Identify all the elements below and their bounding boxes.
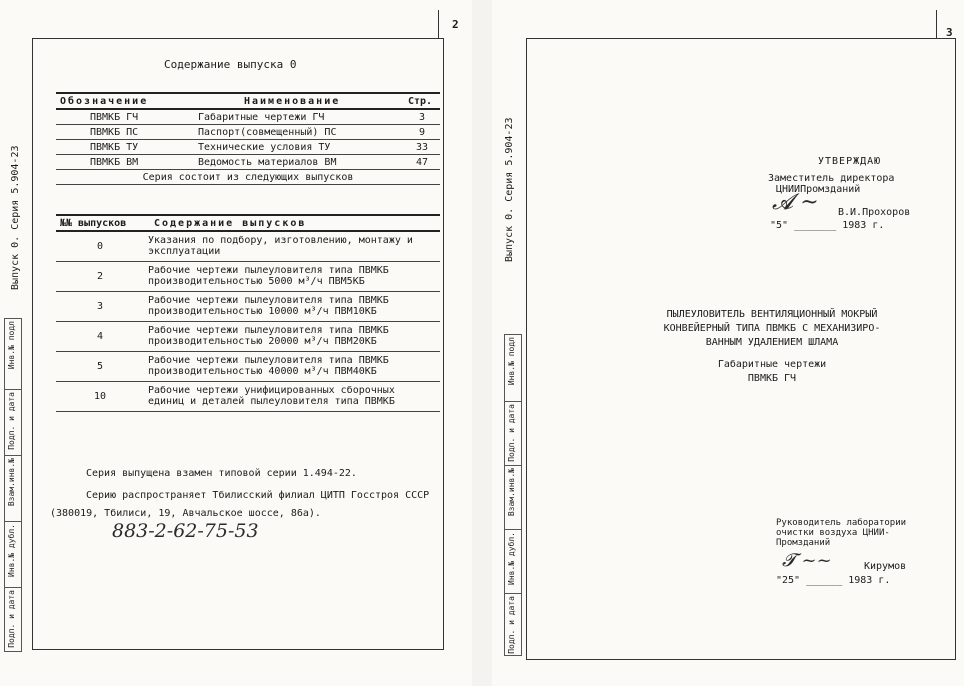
side-label: Выпуск 0. Серия 5.904-23 — [504, 117, 515, 262]
stamp-cell: Подп. и дата — [7, 392, 16, 450]
section-content: Рабочие чертежи пылеуловителя типа ПВМКБ производительностью 20000 м³/ч ПВМ20КБ — [144, 321, 440, 351]
section-number: 4 — [56, 321, 144, 351]
toc-row — [56, 140, 440, 155]
section-row — [56, 321, 440, 351]
title-line: ВАННЫМ УДАЛЕНИЕМ ШЛАМА — [705, 337, 839, 348]
toc-page: 33 — [404, 140, 440, 155]
toc-page: 47 — [404, 155, 440, 170]
stamp-box — [4, 318, 22, 652]
stamp-cell: Подп. и дата — [507, 404, 516, 462]
lab-head-position: очистки воздуха ЦНИИ- — [776, 528, 890, 538]
toc-name: Технические условия ТУ — [194, 140, 404, 155]
sections-header-number: №№ выпусков — [56, 215, 144, 231]
section-content: Указания по подбору, изготовлению, монтажу и эксплуатации — [144, 231, 440, 261]
toc-row — [56, 125, 440, 140]
lab-head-signature: 𝓣 ~~ — [782, 550, 832, 571]
stamp-cell: Инв.№ дубл. — [7, 524, 16, 577]
lab-head-date: "25" ______ 1983 г. — [776, 575, 891, 586]
series-caption: Серия состоит из следующих выпусков — [56, 170, 440, 185]
toc-name: Паспорт(совмещенный) ПС — [194, 125, 404, 140]
section-number: 10 — [56, 381, 144, 411]
toc-designation: ПВМКБ ГЧ — [56, 109, 194, 125]
toc-designation: ПВМКБ ВМ — [56, 155, 194, 170]
toc-header-page: Стр. — [404, 93, 440, 109]
side-label: Выпуск 0. Серия 5.904-23 — [10, 145, 21, 290]
note-line: Серия выпущена взамен типовой серии 1.494-22. — [86, 468, 357, 479]
lab-head-position: Руководитель лаборатории — [776, 518, 907, 528]
section-row — [56, 381, 440, 411]
approval-organization: ЦНИИПромзданий — [776, 184, 861, 195]
lab-head-position: Промзданий — [776, 538, 831, 548]
approval-signature: 𝓐 ~ — [772, 190, 819, 215]
stamp-cell: Взам.инв.№ — [507, 468, 516, 517]
page-number: 3 — [946, 26, 953, 39]
subtitle-line: Габаритные чертежи — [717, 359, 827, 370]
toc-name: Габаритные чертежи ГЧ — [194, 109, 404, 125]
toc-header-name: Наименование — [194, 93, 404, 109]
stamp-cell: Инв.№ подл — [507, 337, 516, 386]
stamp-cell: Подп. и дата — [507, 596, 516, 654]
stamp-box — [504, 334, 522, 656]
stamp-cell: Инв.№ дубл. — [507, 532, 516, 585]
toc-header-designation: Обозначение — [56, 93, 194, 109]
toc-table — [56, 92, 440, 185]
section-row — [56, 231, 440, 261]
sections-table — [56, 214, 440, 412]
note-line: (380019, Тбилиси, 19, Авчальское шоссе, 86а). — [50, 508, 321, 519]
document-title — [642, 308, 902, 386]
toc-designation: ПВМКБ ПС — [56, 125, 194, 140]
section-row — [56, 291, 440, 321]
lab-head-name: Кирумов — [864, 561, 907, 572]
section-content: Рабочие чертежи пылеуловителя типа ПВМКБ производительностью 10000 м³/ч ПВМ10КБ — [144, 291, 440, 321]
title-line: КОНВЕЙЕРНЫЙ ТИПА ПВМКБ С МЕХАНИЗИРО- — [663, 323, 881, 334]
stamp-cell: Подп. и дата — [7, 590, 16, 648]
right-page — [492, 0, 964, 686]
section-number: 5 — [56, 351, 144, 381]
section-content: Рабочие чертежи пылеуловителя типа ПВМКБ производительностью 40000 м³/ч ПВМ40КБ — [144, 351, 440, 381]
toc-row — [56, 109, 440, 125]
handwritten-number: 883-2-62-75-53 — [112, 520, 259, 542]
note-line: Серию распространяет Тбилисский филиал ЦИТП Госстроя СССР — [86, 490, 430, 501]
stamp-cell: Инв.№ подл — [7, 321, 16, 370]
toc-name: Ведомость материалов ВМ — [194, 155, 404, 170]
subtitle-line: ПВМКБ ГЧ — [747, 373, 797, 384]
approval-position: Заместитель директора — [768, 173, 895, 184]
approval-name: В.И.Прохоров — [838, 207, 911, 218]
page-number: 2 — [452, 18, 459, 31]
section-number: 0 — [56, 231, 144, 261]
section-row — [56, 261, 440, 291]
sections-header-content: Содержание выпусков — [144, 215, 440, 231]
section-content: Рабочие чертежи пылеуловителя типа ПВМКБ производительностью 5000 м³/ч ПВМ5КБ — [144, 261, 440, 291]
approval-heading: УТВЕРЖДАЮ — [818, 156, 882, 167]
left-page — [0, 0, 472, 686]
stamp-cell: Взам.инв.№ — [7, 458, 16, 507]
toc-page: 3 — [404, 109, 440, 125]
contents-title: Содержание выпуска 0 — [164, 58, 297, 71]
section-number: 3 — [56, 291, 144, 321]
approval-date: "5" _______ 1983 г. — [770, 220, 885, 231]
title-line: ПЫЛЕУЛОВИТЕЛЬ ВЕНТИЛЯЦИОННЫЙ МОКРЫЙ — [666, 309, 878, 320]
section-row — [56, 351, 440, 381]
toc-page: 9 — [404, 125, 440, 140]
section-number: 2 — [56, 261, 144, 291]
toc-designation: ПВМКБ ТУ — [56, 140, 194, 155]
toc-row — [56, 155, 440, 170]
section-content: Рабочие чертежи унифицированных сборочных единиц и деталей пылеуловителя типа ПВМКБ — [144, 381, 440, 411]
